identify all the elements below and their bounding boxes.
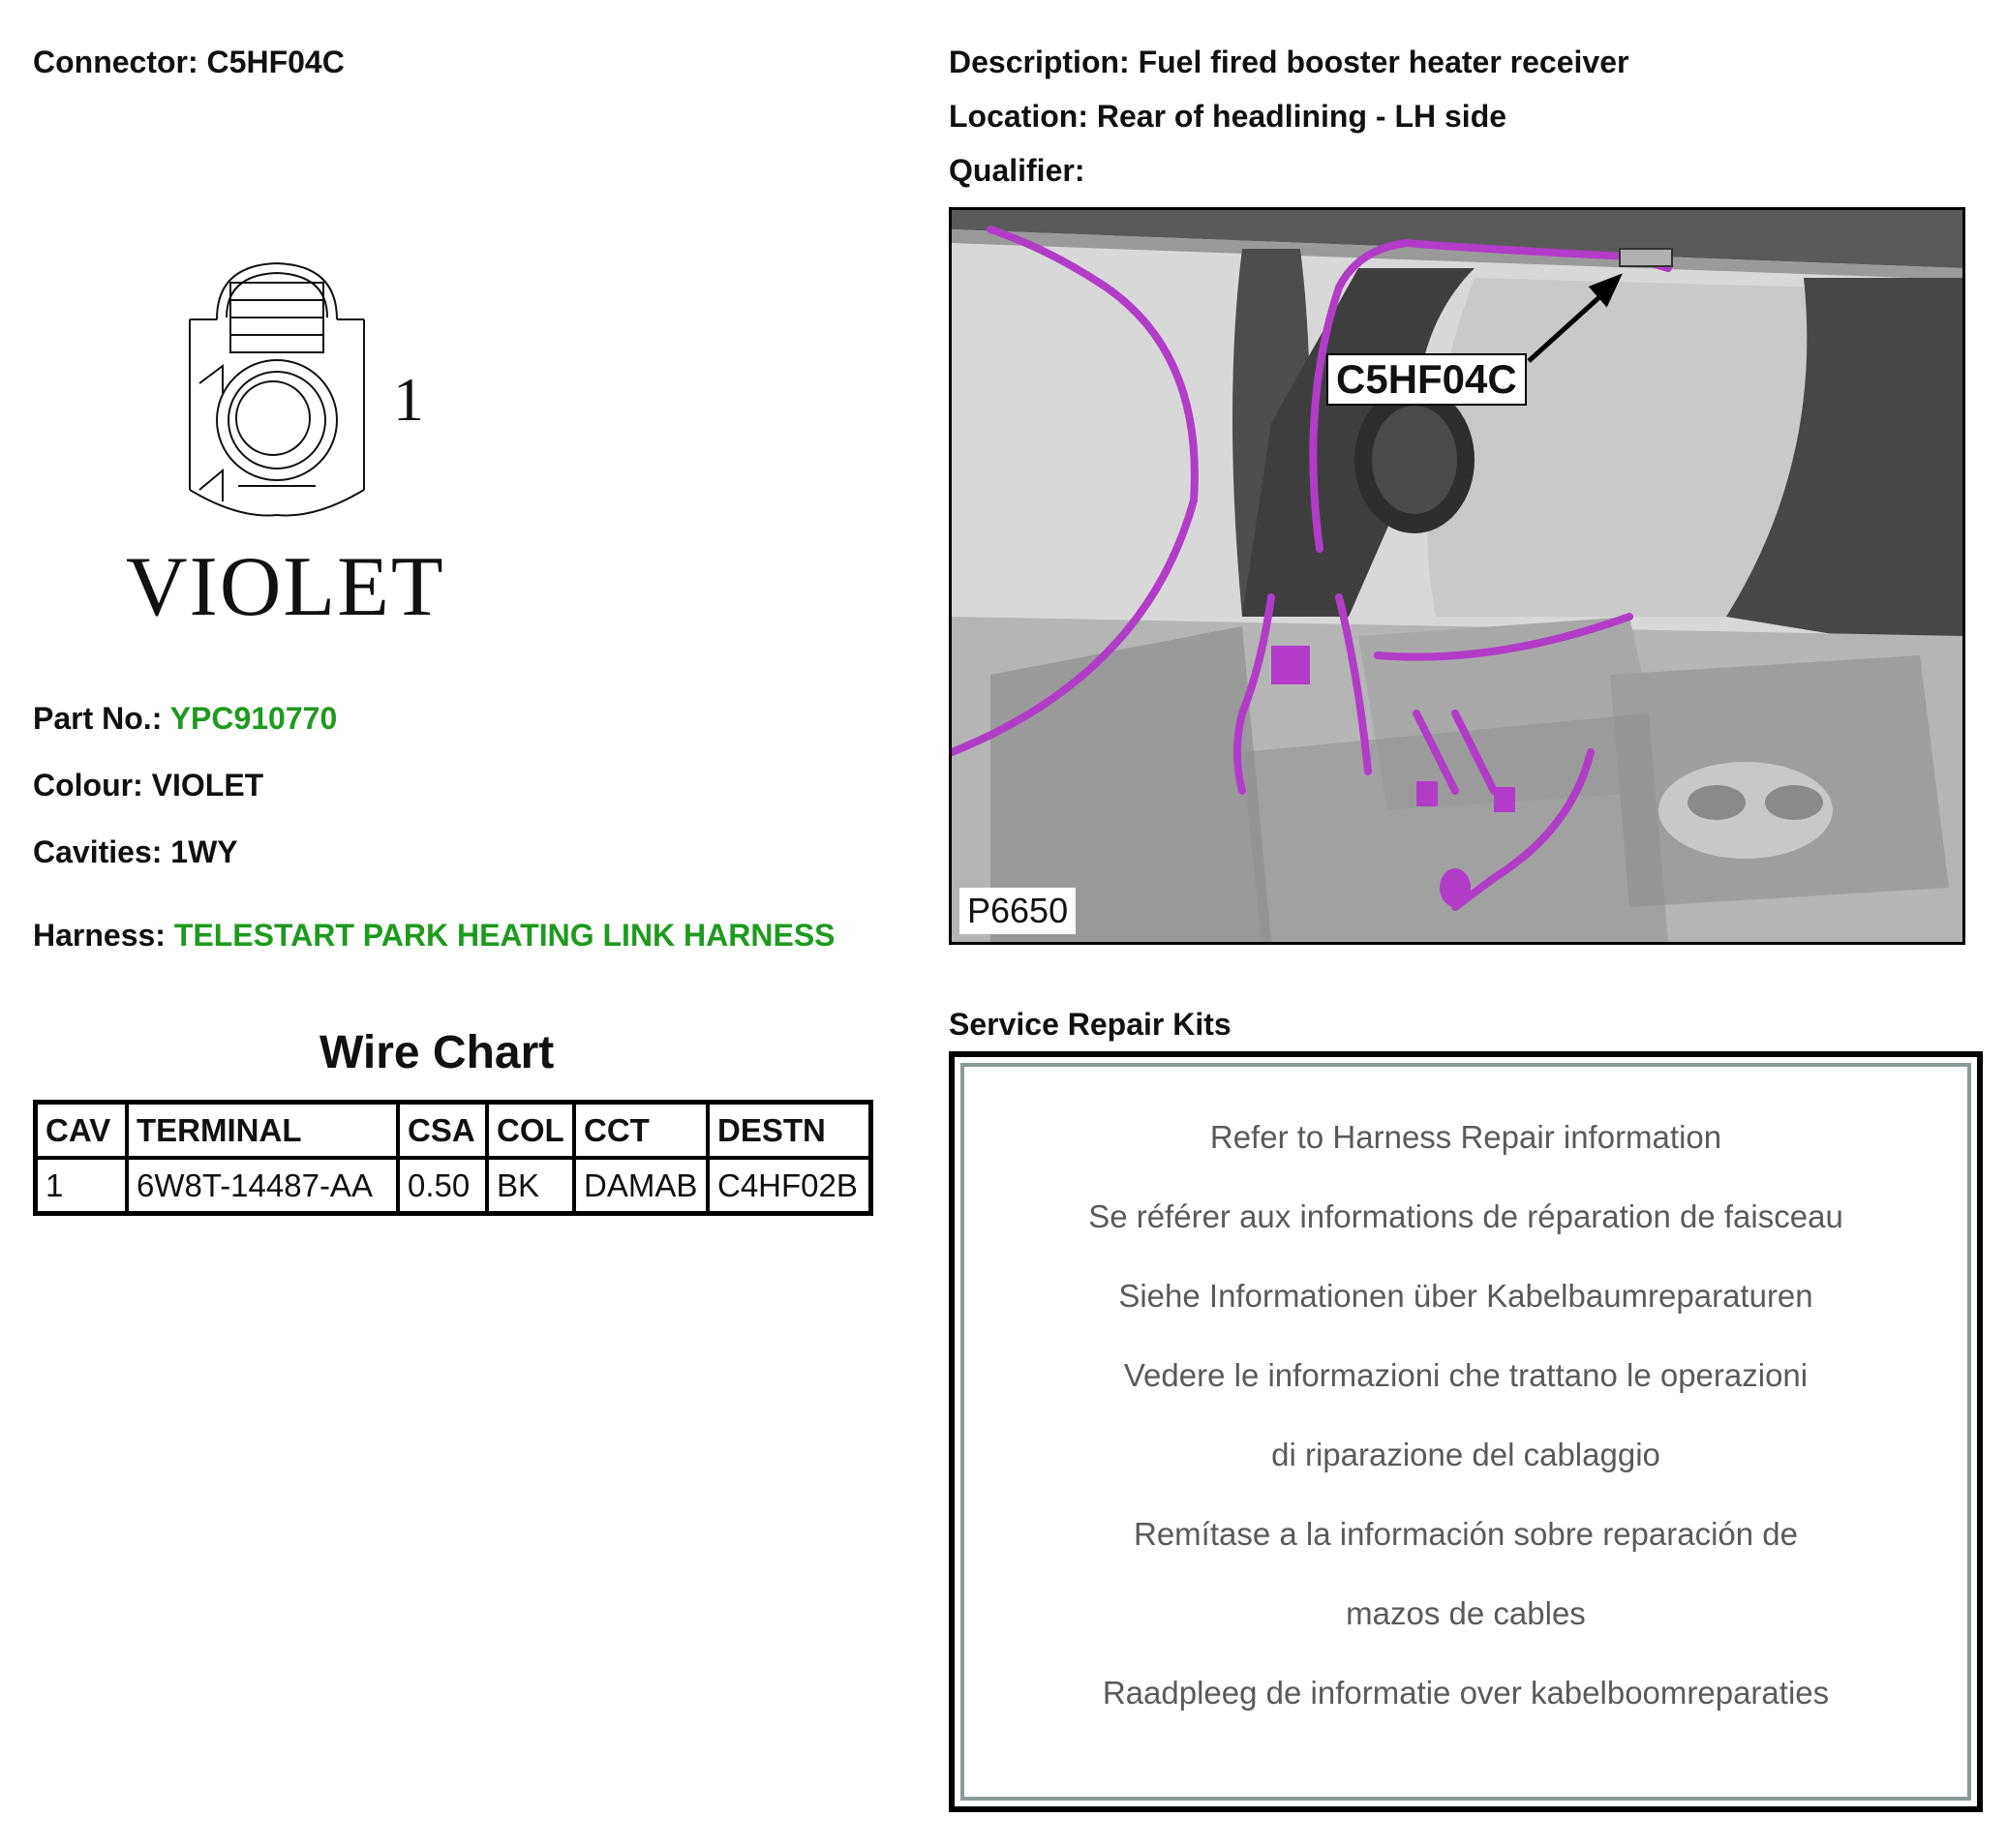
cavities-label: Cavities:: [33, 834, 163, 869]
diagram-colour-label: VIOLET: [126, 540, 445, 634]
header-terminal: TERMINAL: [127, 1103, 398, 1159]
harness-field: [33, 918, 836, 954]
cell-csa: 0.50: [398, 1158, 487, 1214]
service-line-fr: Se référer aux informations de réparation de faisceau: [1088, 1198, 1843, 1234]
service-line-es-2: mazos de cables: [1346, 1595, 1586, 1631]
cell-destn[interactable]: C4HF02B: [708, 1158, 871, 1214]
header-cct: CCT: [574, 1103, 708, 1159]
service-line-en: Refer to Harness Repair information: [1209, 1119, 1722, 1155]
description-value: Fuel fired booster heater receiver: [1138, 45, 1629, 79]
qualifier-label: Qualifier:: [949, 153, 1085, 188]
cell-terminal: 6W8T-14487-AA: [127, 1158, 398, 1214]
service-kits-inner: [960, 1063, 1971, 1801]
service-line-it-2: di riparazione del cablaggio: [1271, 1437, 1660, 1472]
description-field: [949, 45, 1628, 80]
harness-link[interactable]: TELESTART PARK HEATING LINK HARNESS: [173, 918, 836, 953]
service-kits-title: Service Repair Kits: [949, 1007, 1232, 1042]
colour-label: Colour:: [33, 768, 143, 803]
description-label: Description:: [949, 45, 1130, 79]
location-photo: [949, 207, 1965, 945]
service-line-it-1: Vedere le informazioni che trattano le operazioni: [1123, 1357, 1809, 1393]
table-row: [36, 1158, 871, 1214]
cell-col: BK: [487, 1158, 574, 1214]
connector-value: C5HF04C: [206, 45, 345, 79]
location-value: Rear of headlining - LH side: [1096, 99, 1507, 134]
cavities-value: 1WY: [170, 834, 238, 869]
colour-value: VIOLET: [151, 768, 264, 803]
wire-chart-title: Wire Chart: [319, 1027, 555, 1078]
cell-cct: DAMAB: [574, 1158, 708, 1214]
service-kits-box: [949, 1051, 1983, 1812]
location-field: [949, 99, 1506, 135]
service-line-es-1: Remítase a la información sobre reparación de: [1133, 1516, 1799, 1552]
header-destn: DESTN: [708, 1103, 871, 1159]
photo-callout-label: C5HF04C: [1326, 353, 1527, 406]
service-line-nl: Raadpleeg de informatie over kabelboomreparaties: [1102, 1675, 1830, 1711]
part-number-label: Part No.:: [33, 701, 163, 736]
connector-field: [33, 45, 345, 80]
harness-label: Harness:: [33, 918, 166, 953]
header-csa: CSA: [398, 1103, 487, 1159]
pin-number-label: 1: [393, 365, 424, 434]
header-cav: CAV: [36, 1103, 128, 1159]
photo-number: P6650: [959, 888, 1076, 934]
table-header-row: [36, 1103, 871, 1159]
part-number-link[interactable]: YPC910770: [169, 701, 338, 736]
service-line-de: Siehe Informationen über Kabelbaumreparaturen: [1118, 1278, 1813, 1314]
qualifier-field: [949, 153, 1084, 189]
cavities-field: [33, 834, 238, 870]
colour-field: [33, 768, 263, 803]
cell-cav: 1: [36, 1158, 128, 1214]
vehicle-interior-illustration: [952, 210, 1962, 942]
wire-chart-table: [33, 1100, 873, 1216]
header-col: COL: [487, 1103, 574, 1159]
connector-label: Connector:: [33, 45, 198, 79]
part-number-field: [33, 701, 337, 737]
location-label: Location:: [949, 99, 1088, 134]
